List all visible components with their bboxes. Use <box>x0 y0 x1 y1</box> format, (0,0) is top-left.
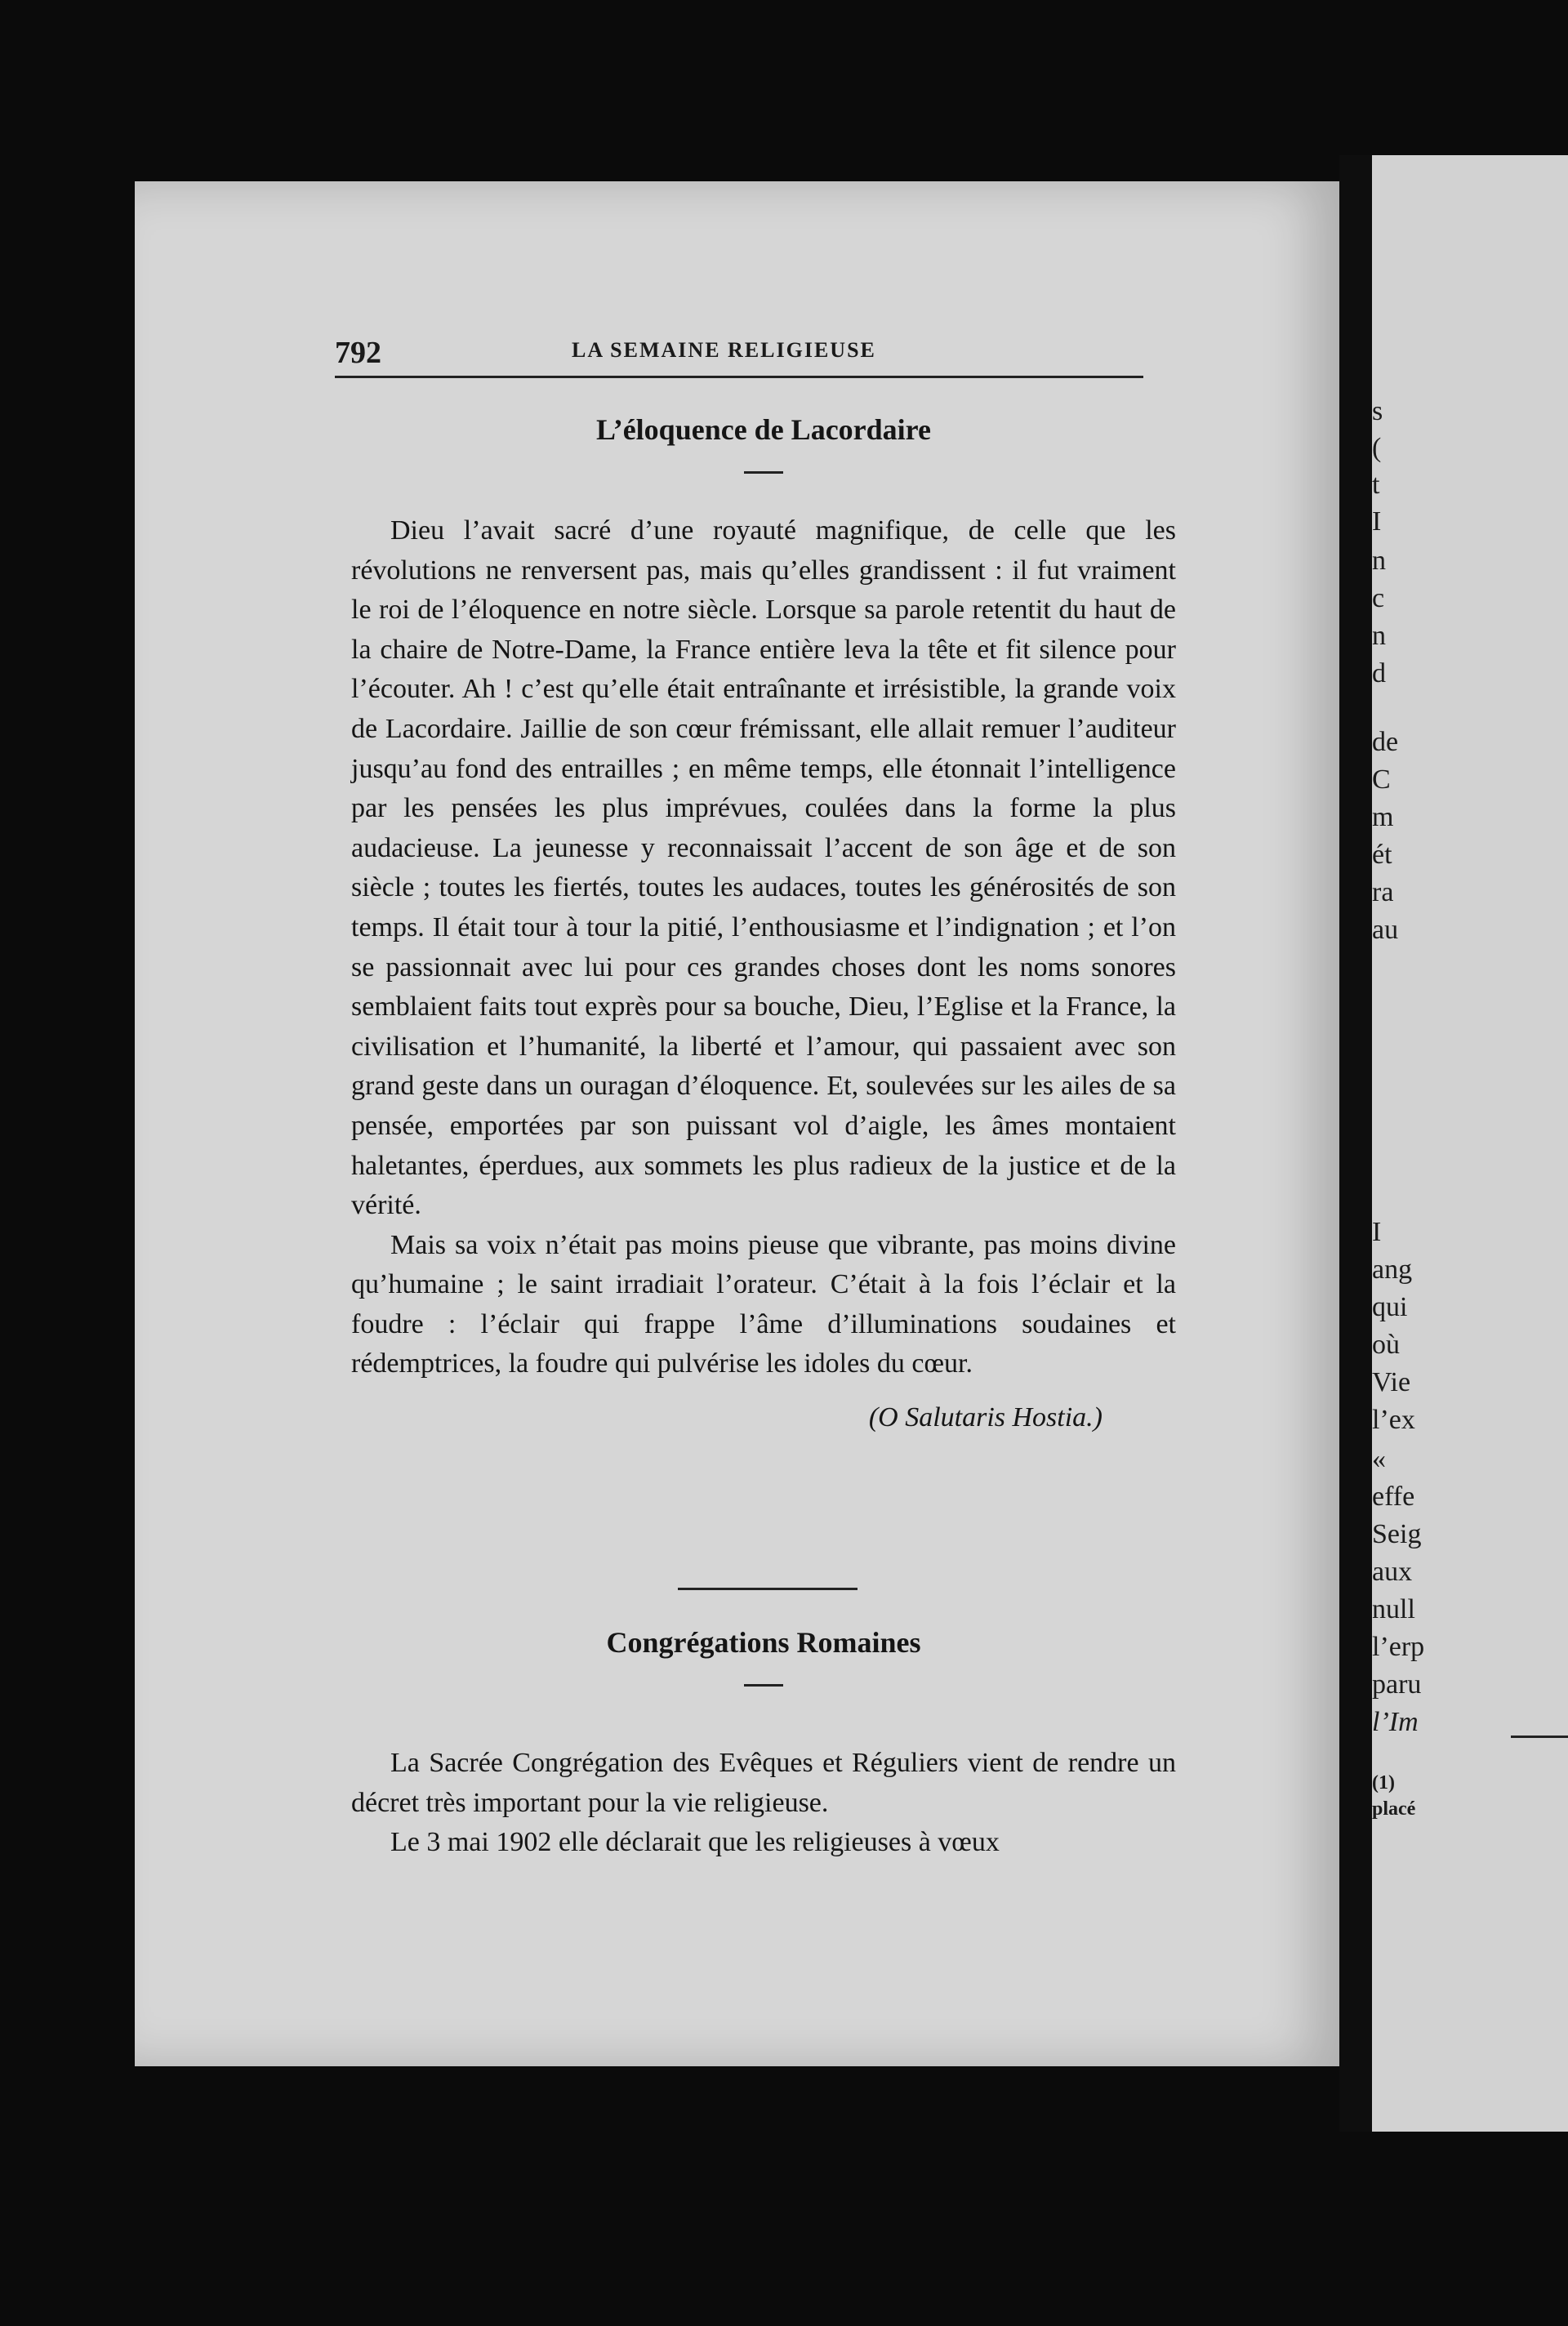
attribution: (O Salutaris Hostia.) <box>868 1402 1102 1433</box>
fragment: ang <box>1372 1254 1413 1285</box>
fragment: l’ex <box>1372 1405 1415 1435</box>
article-lacordaire <box>351 412 1176 1433</box>
fragment: C <box>1372 764 1391 795</box>
fragment: ét <box>1372 840 1392 870</box>
article-paragraph: Le 3 mai 1902 elle déclarait que les religieuses à vœux <box>390 1827 1000 1858</box>
article-congregations <box>351 1625 1176 1863</box>
fragment: Vie <box>1372 1367 1411 1397</box>
article-paragraph: La Sacrée Congrégation des Evêques et Réguliers vient de rendre un décret très important pour la vie religieuse. <box>351 1748 1176 1818</box>
footnote-rule <box>1511 1736 1568 1738</box>
page-number: 792 <box>335 336 381 370</box>
article-title: L’éloquence de Lacordaire <box>596 413 931 446</box>
fragment: null <box>1372 1594 1415 1624</box>
article-paragraph: Dieu l’avait sacré d’une royauté magnifique, de celle que les révolutions ne renversent pas, mais qu’elles grandissent : il fut vraiment le roi de l’éloquence en notre siècle. Lorsque sa parole retentit du haut de la chaire de Notre-Dame, la France entière leva la tête et fit silence pour l’écouter. Ah ! c’est qu’elle était entraînante et irrésistible, la grande voix de Lacordaire. Jaillie de son cœur frémissant, elle allait remuer l’auditeur jusqu’au fond des entrailles ; en même temps, elle étonnait l’intelligence par les pensées les plus imprévues, coulées dans la forme la plus audacieuse. La jeunesse y reconnaissait l’accent de son âge et de son siècle ; toutes les fiertés, toutes les audaces, toutes les générosités de son temps. Il était tour à tour la pitié, l’enthousiasme et l’indignation ; et l’on se passionnait avec lui pour ces grandes choses dont les noms sonores semblaient faits tout exprès pour sa bouche, Dieu, l’Eglise et la France, la civilisation et l’humanité, la liberté et l’amour, qui passaient avec son grand geste dans un ouragan d’éloquence. Et, soulevées sur les ailes de sa pensée, emportées par son puissant vol d’aigle, les âmes montaient haletantes, éperdues, aux sommets les plus radieux de la justice et de la vérité. <box>351 515 1176 1221</box>
fragment: au <box>1372 915 1399 945</box>
fragment: Seig <box>1372 1519 1422 1549</box>
fragment: « <box>1372 1444 1386 1474</box>
fragment: t <box>1372 470 1380 500</box>
fragment: aux <box>1372 1557 1413 1587</box>
fragment: l’erp <box>1372 1632 1425 1662</box>
fragment: où <box>1372 1330 1400 1360</box>
fragment: c <box>1372 583 1385 613</box>
fragment: l’Im <box>1372 1707 1419 1737</box>
running-title: LA SEMAINE RELIGIEUSE <box>572 338 876 362</box>
fragment: (1) <box>1372 1772 1395 1794</box>
right-page-edge <box>1372 155 1568 2132</box>
fragment: n <box>1372 546 1386 576</box>
fragment: de <box>1372 727 1399 757</box>
fragment: ra <box>1372 877 1394 907</box>
page-header <box>335 327 1143 376</box>
article-paragraph: Mais sa voix n’était pas moins pieuse que vibrante, pas moins divine qu’humaine ; le saint irradiait l’orateur. C’était à la fois l’éclair et la foudre : l’éclair qui frappe l’âme d’illuminations soudaines et rédemptrices, la foudre qui pulvérise les idoles du cœur. <box>351 1229 1176 1379</box>
section-divider <box>678 1588 858 1590</box>
fragment: placé <box>1372 1798 1416 1820</box>
fragment: ( <box>1372 433 1382 463</box>
fragment: m <box>1372 802 1394 832</box>
fragment: d <box>1372 658 1386 688</box>
fragment: I <box>1372 1217 1382 1247</box>
fragment: I <box>1372 506 1382 537</box>
fragment: n <box>1372 621 1386 651</box>
fragment: paru <box>1372 1669 1422 1700</box>
article-title: Congrégations Romaines <box>606 1626 921 1659</box>
book-gutter <box>1339 155 1372 2132</box>
fragment: s <box>1372 396 1383 426</box>
header-rule <box>335 376 1143 378</box>
fragment: effe <box>1372 1482 1415 1512</box>
fragment: qui <box>1372 1292 1408 1322</box>
